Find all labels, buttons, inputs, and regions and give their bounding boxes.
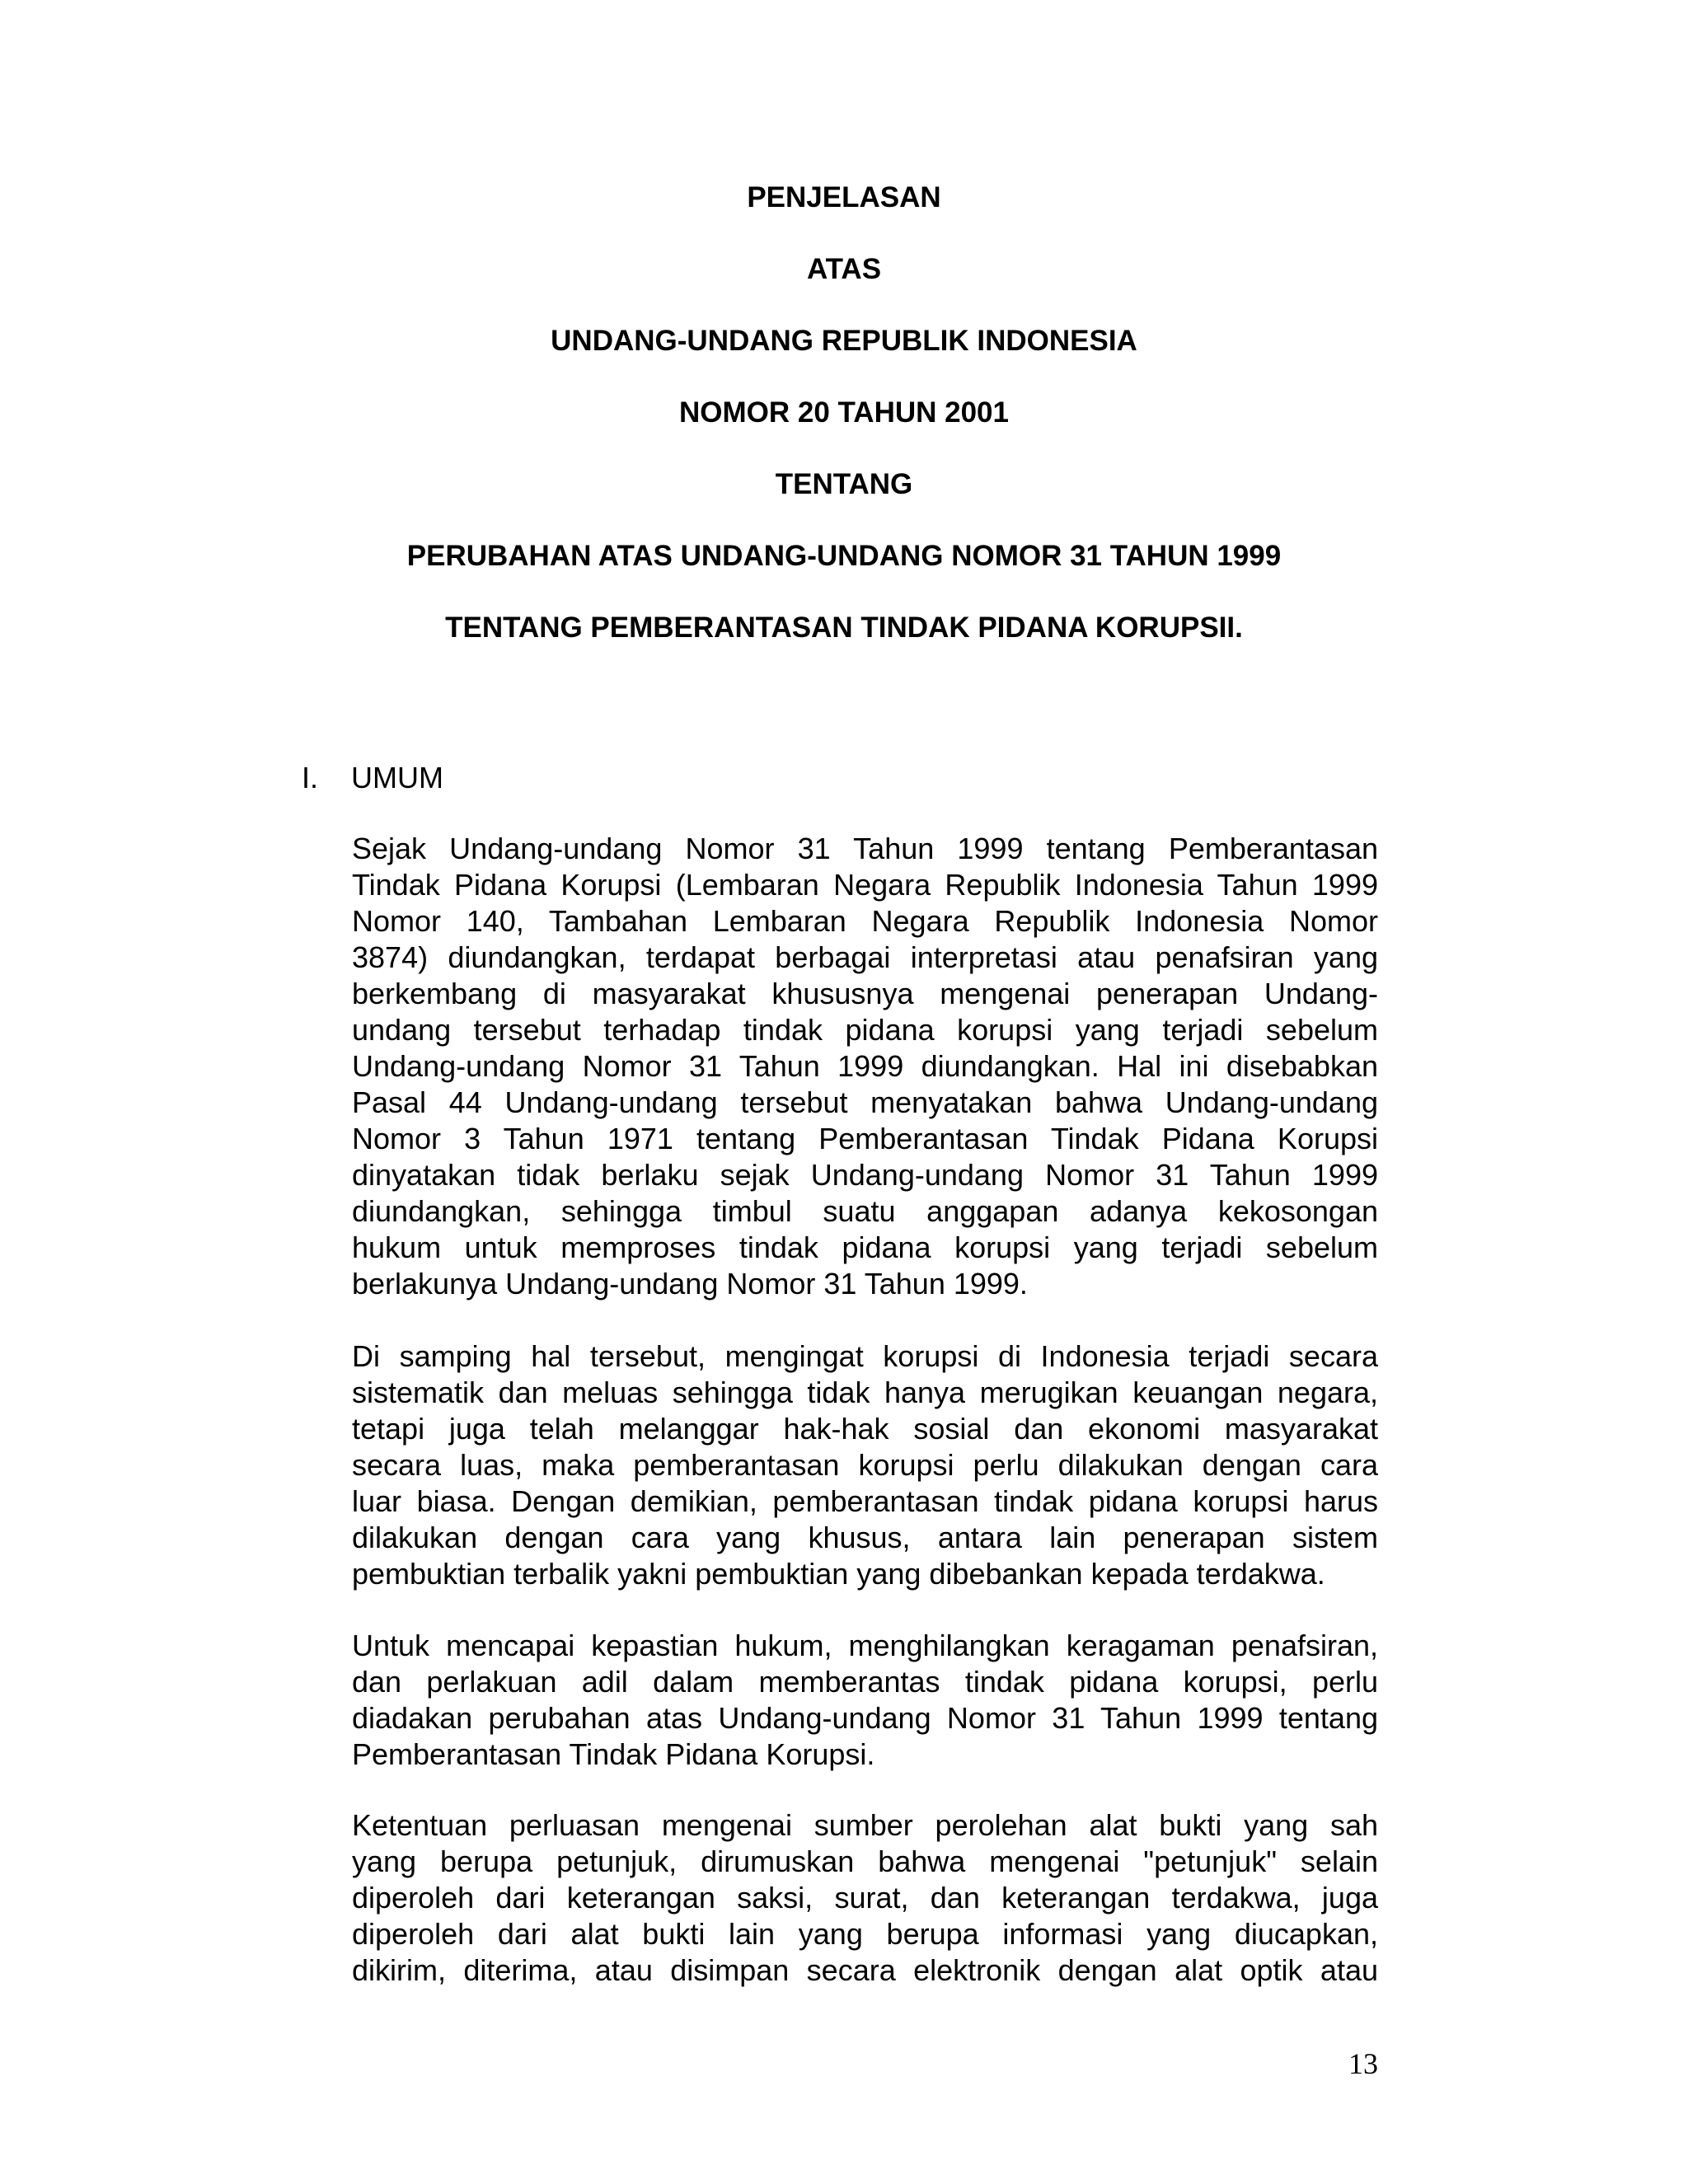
paragraph-line: diadakan perubahan atas Undang-undang Nomor 31 Tahun 1999 tentang [352,1701,1378,1735]
paragraph-line: berlakunya Undang-undang Nomor 31 Tahun 1999. [352,1267,1028,1301]
title-line: TENTANG PEMBERANTASAN TINDAK PIDANA KORUPSII. [445,612,1243,644]
paragraph-line: pembuktian terbalik yakni pembuktian yang dibebankan kepada terdakwa. [352,1557,1325,1591]
section-heading [302,760,443,796]
paragraph-line: Ketentuan perluasan mengenai sumber perolehan alat bukti yang sah [352,1808,1378,1842]
title-line: UNDANG-UNDANG REPUBLIK INDONESIA [551,325,1137,357]
paragraph [352,831,1378,1302]
paragraph-line: diperoleh dari alat bukti lain yang berupa informasi yang diucapkan, [352,1917,1378,1951]
title-line: PERUBAHAN ATAS UNDANG-UNDANG NOMOR 31 TAHUN 1999 [406,540,1282,572]
paragraph-line: Nomor 3 Tahun 1971 tentang Pemberantasan Tindak Pidana Korupsi [352,1122,1378,1155]
paragraph-line: dan perlakuan adil dalam memberantas tindak pidana korupsi, perlu [352,1665,1378,1699]
paragraph [352,1807,1378,1989]
paragraph-line: Sejak Undang-undang Nomor 31 Tahun 1999 tentang Pemberantasan [352,832,1378,865]
title-line: NOMOR 20 TAHUN 2001 [678,396,1009,429]
paragraph-line: dinyatakan tidak berlaku sejak Undang-undang Nomor 31 Tahun 1999 [352,1158,1378,1192]
section-number: I. [302,761,319,794]
paragraph-line: Untuk mencapai kepastian hukum, menghilangkan keragaman penafsiran, [352,1629,1378,1662]
section-name: UMUM [351,761,443,794]
paragraph-line: Tindak Pidana Korupsi (Lembaran Negara Republik Indonesia Tahun 1999 [352,868,1378,902]
title-line: PENJELASAN [747,181,941,213]
paragraph-line: Pasal 44 Undang-undang tersebut menyatakan bahwa Undang-undang [352,1085,1378,1119]
paragraph-line: Undang-undang Nomor 31 Tahun 1999 diundangkan. Hal ini disebabkan [352,1049,1378,1083]
page-number: 13 [1348,2047,1378,2080]
paragraph-line: dikirim, diterima, atau disimpan secara elektronik dengan alat optik atau [352,1953,1378,1987]
paragraph-line: undang tersebut terhadap tindak pidana korupsi yang terjadi sebelum [352,1013,1378,1047]
paragraph-line: Nomor 140, Tambahan Lembaran Negara Republik Indonesia Nomor [352,904,1378,938]
paragraph-line: diperoleh dari keterangan saksi, surat, dan keterangan terdakwa, juga [352,1881,1378,1915]
title-line: ATAS [806,253,882,285]
paragraph [352,1628,1378,1773]
paragraph-line: yang berupa petunjuk, dirumuskan bahwa mengenai "petunjuk" selain [352,1844,1378,1878]
title-line: TENTANG [775,468,913,500]
paragraph-line: secara luas, maka pemberantasan korupsi perlu dilakukan dengan cara [352,1448,1378,1482]
paragraph-line: sistematik dan meluas sehingga tidak hanya merugikan keuangan negara, [352,1376,1378,1409]
paragraph-line: hukum untuk memproses tindak pidana korupsi yang terjadi sebelum [352,1230,1378,1264]
paragraph-line: luar biasa. Dengan demikian, pemberantasan tindak pidana korupsi harus [352,1484,1378,1518]
paragraph-line: Di samping hal tersebut, mengingat korupsi di Indonesia terjadi secara [352,1339,1378,1373]
paragraph-line: 3874) diundangkan, terdapat berbagai interpretasi atau penafsiran yang [352,940,1378,974]
paragraph [352,1338,1378,1592]
paragraph-line: berkembang di masyarakat khususnya mengenai penerapan Undang- [352,977,1378,1010]
paragraph-line: diundangkan, sehingga timbul suatu anggapan adanya kekosongan [352,1194,1378,1228]
paragraph-line: dilakukan dengan cara yang khusus, antara lain penerapan sistem [352,1521,1378,1554]
paragraph-line: Pemberantasan Tindak Pidana Korupsi. [352,1737,875,1771]
paragraph-line: tetapi juga telah melanggar hak-hak sosial dan ekonomi masyarakat [352,1412,1378,1446]
